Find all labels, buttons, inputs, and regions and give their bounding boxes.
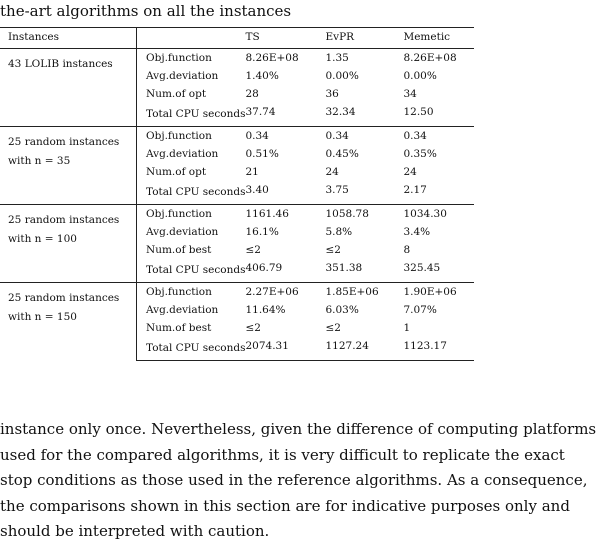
table-row <box>0 49 474 68</box>
header-instances: Instances <box>0 28 137 49</box>
ts-cell: 8.26E+08 <box>245 49 325 68</box>
evpr-cell: 5.8% <box>325 226 353 238</box>
table-caption: the-art algorithms on all the instances <box>0 2 292 20</box>
memetic-cell: 1 <box>403 322 411 334</box>
metric-cell: Avg.deviation <box>137 145 246 163</box>
instance-group-label <box>0 205 137 283</box>
table-body <box>0 49 474 361</box>
evpr-cell: ≤2 <box>325 244 341 256</box>
ts-cell: 1.40% <box>245 70 279 82</box>
header-evpr: EvPR <box>325 28 403 49</box>
results-table <box>0 27 474 361</box>
instance-label-line: 43 LOLIB instances <box>8 58 113 70</box>
metric-cell: Obj.function <box>137 205 246 224</box>
evpr-cell: 0.00% <box>325 70 359 82</box>
ts-cell: 16.1% <box>245 226 279 238</box>
memetic-cell: 2.17 <box>403 181 474 205</box>
instance-label-line: 25 random instances <box>8 214 120 226</box>
memetic-cell: 8.26E+08 <box>403 49 474 68</box>
evpr-cell: 0.34 <box>325 127 403 146</box>
paragraph-line: the comparisons shown in this section are for indicative purposes only and <box>0 496 570 515</box>
memetic-cell: 8 <box>403 244 411 256</box>
evpr-cell: 1058.78 <box>325 205 403 224</box>
ts-cell: 2.27E+06 <box>245 283 325 302</box>
metric-cell: Avg.deviation <box>137 67 246 85</box>
body-paragraph <box>0 417 596 545</box>
metric-cell: Total CPU seconds <box>137 103 246 127</box>
memetic-cell: 0.35% <box>403 148 437 160</box>
header-memetic: Memetic <box>403 28 474 49</box>
ts-cell: 37.74 <box>245 103 325 127</box>
ts-cell: ≤2 <box>245 244 261 256</box>
memetic-cell: 7.07% <box>403 304 437 316</box>
memetic-cell: 1123.17 <box>403 337 474 361</box>
evpr-cell: 3.75 <box>325 181 403 205</box>
ts-cell: 0.34 <box>245 127 325 146</box>
evpr-cell: 32.34 <box>325 103 403 127</box>
memetic-cell: 325.45 <box>403 259 474 283</box>
ts-cell: ≤2 <box>245 322 261 334</box>
metric-cell: Obj.function <box>137 283 246 302</box>
instance-group-label <box>0 283 137 361</box>
metric-cell: Obj.function <box>137 127 246 146</box>
evpr-cell: 36 <box>325 88 339 100</box>
paragraph-line: used for the compared algorithms, it is very difficult to replicate the exact <box>0 445 565 464</box>
evpr-cell: 351.38 <box>325 259 403 283</box>
paragraph-line: instance only once. Nevertheless, given the difference of computing platforms <box>0 420 596 438</box>
metric-cell: Num.of best <box>137 319 246 337</box>
memetic-cell: 34 <box>403 88 417 100</box>
evpr-cell: 1127.24 <box>325 337 403 361</box>
memetic-cell: 1.90E+06 <box>403 283 474 302</box>
paragraph-line: should be interpreted with caution. <box>0 522 270 540</box>
memetic-cell: 0.34 <box>403 127 474 146</box>
memetic-cell: 3.4% <box>403 226 431 238</box>
ts-cell: 0.51% <box>245 148 279 160</box>
instance-group-label <box>0 49 137 127</box>
evpr-cell: 24 <box>325 166 339 178</box>
metric-cell: Avg.deviation <box>137 301 246 319</box>
metric-cell: Total CPU seconds <box>137 181 246 205</box>
memetic-cell: 1034.30 <box>403 205 474 224</box>
evpr-cell: 1.35 <box>325 49 403 68</box>
memetic-cell: 0.00% <box>403 70 437 82</box>
ts-cell: 3.40 <box>245 181 325 205</box>
metric-cell: Num.of opt <box>137 163 246 181</box>
paragraph-line: stop conditions as those used in the reference algorithms. As a consequence, <box>0 471 588 489</box>
memetic-cell: 12.50 <box>403 103 474 127</box>
metric-cell: Avg.deviation <box>137 223 246 241</box>
metric-cell: Total CPU seconds <box>137 259 246 283</box>
instance-label-line: with n = 150 <box>8 311 77 323</box>
metric-cell: Total CPU seconds <box>137 337 246 361</box>
ts-cell: 11.64% <box>245 304 286 316</box>
ts-cell: 406.79 <box>245 259 325 283</box>
header-metric <box>137 28 246 49</box>
table-header-row <box>0 28 474 49</box>
metric-cell: Obj.function <box>137 49 246 68</box>
instance-label-line: with n = 100 <box>8 233 77 245</box>
evpr-cell: 6.03% <box>325 304 359 316</box>
memetic-cell: 24 <box>403 166 417 178</box>
ts-cell: 2074.31 <box>245 337 325 361</box>
table-row <box>0 205 474 224</box>
evpr-cell: ≤2 <box>325 322 341 334</box>
ts-cell: 28 <box>245 88 259 100</box>
metric-cell: Num.of best <box>137 241 246 259</box>
ts-cell: 21 <box>245 166 259 178</box>
instance-label-line: 25 random instances <box>8 136 120 148</box>
metric-cell: Num.of opt <box>137 85 246 103</box>
evpr-cell: 0.45% <box>325 148 359 160</box>
evpr-cell: 1.85E+06 <box>325 283 403 302</box>
instance-group-label <box>0 127 137 205</box>
ts-cell: 1161.46 <box>245 205 325 224</box>
table-row <box>0 283 474 302</box>
header-ts: TS <box>245 28 325 49</box>
table-row <box>0 127 474 146</box>
instance-label-line: with n = 35 <box>8 155 71 167</box>
instance-label-line: 25 random instances <box>8 292 120 304</box>
